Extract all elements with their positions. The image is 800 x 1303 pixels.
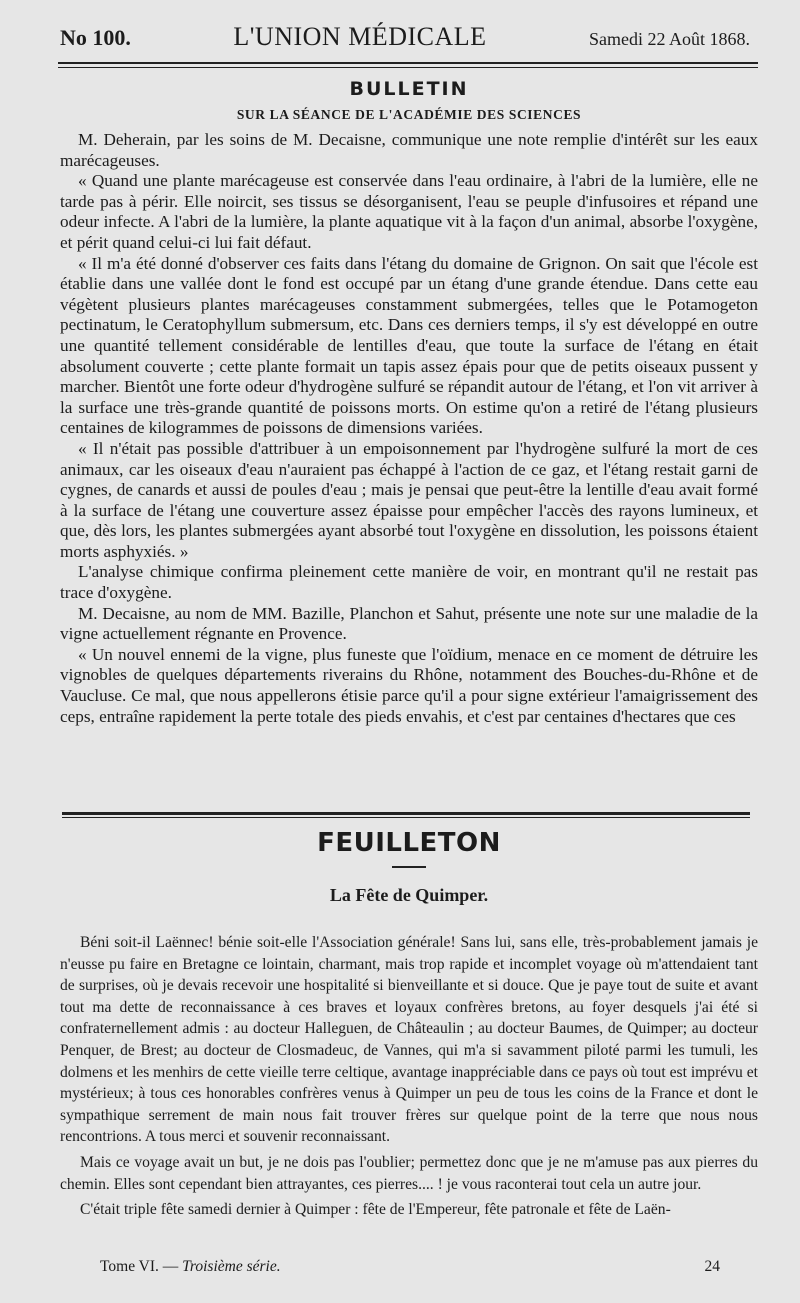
feuilleton-title: La Fête de Quimper. (329, 885, 489, 905)
bulletin-paragraph: M. Decaisne, au nom de MM. Bazille, Planchon et Sahut, présente une note sur une maladie de la vigne actuellement régnante en Provence. (60, 603, 758, 644)
bulletin-paragraph: « Il m'a été donné d'observer ces faits dans l'étang du domaine de Grignon. On sait que l'école est établie dans une vallée dont le fond est occupé par un étang d'une grande étendue. Dans cette eau végètent plusieurs plantes marécageuses constamment submergées, telles que le Potamogeton pectinatum, le Ceratophyllum submersum, etc. Dans ces derniers temps, il s'y est développé en outre une quantité tellement considérable de lentilles d'eau, que toute la surface de l'étang en était absolument couverte ; cette plante formait un tapis assez épais pour que de petits oiseaux pussent y marcher. Bientôt une forte odeur d'hydrogène sulfuré se répandit autour de l'étang, et l'on vit arriver à la surface une très-grande quantité de poissons morts. On estime qu'on a retiré de l'étang plusieurs centaines de kilogrammes de poissons de dimensions variées. (60, 253, 758, 438)
feuilleton-paragraph: Mais ce voyage avait un but, je ne dois pas l'oublier; permettez donc que je ne m'amuse pas aux pierres du chemin. Elles sont cependant bien attrayantes, ces pierres.... ! je vous raconterai tout cela un autre jour. (60, 1153, 758, 1193)
masthead-rule (58, 62, 758, 68)
feuilleton-divider (392, 866, 426, 868)
feuilleton-section (60, 826, 758, 1221)
bulletin-paragraph: L'analyse chimique confirma pleinement cette manière de voir, en montrant qu'il ne restait pas trace d'oxygène. (60, 562, 758, 603)
feuilleton-paragraph: Béni soit-il Laënnec! bénie soit-elle l'Association générale! Sans lui, sans elle, très-probablement jamais je n'eusse pu faire en Bretagne ce lointain, charmant, mais trop rapide et incomplet voyage où m'attendaient tant de surprises, où je devais recevoir une hospitalité si bienveillante et si douce. Que je paye tout de suite et avant tout ma dette de reconnaissance à ces braves et loyaux confrères bretons, au foyer desquels j'ai été si confraternellement admis : au docteur Halleguen, de Châteaulin ; au docteur Baumes, de Quimper; au docteur Penquer, de Brest; au docteur de Closmadeuc, de Vannes, qui m'a si savamment piloté parmi les tumuli, les dolmens et les menhirs de cette vieille terre celtique, avantage inappréciable dans ce pays où tout est imprévu et mystérieux; à tous ces honorables confrères venus à Quimper un peu de tous les coins de la France et dont le sympathique serrement de main nous fait trouver frères sur quelque point de la terre que nous nous rencontrions. A tous merci et souvenir reconnaissant. (60, 934, 758, 1146)
masthead (60, 22, 750, 58)
bulletin-section (60, 76, 758, 727)
bulletin-paragraph: « Quand une plante marécageuse est conservée dans l'eau ordinaire, à l'abri de la lumière, elle ne tarde pas à périr. Elle noircit, ses tissus se désorganisent, l'eau se peuple d'infusoires et répand une odeur infecte. A l'abri de la lumière, la plante aquatique vit à la façon d'un animal, absorbe l'oxygène, et périt quand celui-ci lui fait défaut. (60, 171, 758, 252)
journal-title: L'UNION MÉDICALE (233, 22, 487, 51)
serie-text: Troisième série. (182, 1258, 281, 1275)
feuilleton-paragraph: C'était triple fête samedi dernier à Quimper : fête de l'Empereur, fête patronale et fête de Laën- (80, 1201, 671, 1219)
feuilleton-rule (62, 812, 750, 818)
page-footer (100, 1258, 720, 1276)
bulletin-paragraph: « Il n'était pas possible d'attribuer à un empoisonnement par l'hydrogène sulfuré la mort de ces animaux, car les oiseaux d'eau n'auraient pas échappé à l'action de ce gaz, et l'étang restait garni de cygnes, de canards et aussi de poules d'eau ; mais je pensai que peut-être la lentille d'eau avait formé à la surface de l'étang une couverture assez épaisse pour empêcher l'accès des rayons lumineux, et que, dès lors, les plantes submergées ayant absorbé tout l'oxygène en dissolution, les poissons étaient morts asphyxiés. » (60, 438, 758, 561)
feuilleton-body (60, 932, 758, 1221)
bulletin-paragraph: M. Deherain, par les soins de M. Decaisne, communique une note remplie d'intérêt sur les eaux marécageuses. (60, 130, 758, 170)
bulletin-body (60, 130, 758, 727)
feuilleton-heading: FEUILLETON (317, 828, 501, 858)
bulletin-paragraph: « Un nouvel ennemi de la vigne, plus funeste que l'oïdium, menace en ce moment de détruire les vignobles de quelques départements riverains du Rhône, notamment des Bouches-du-Rhône et de Vaucluse. Ce mal, que nous appellerons étisie parce qu'il a pour signe extérieur l'amaigrissement des ceps, entraîne rapidement la perte totale des pieds envahis, et c'est par centaines d'hectares que ces (60, 644, 758, 726)
tome-text: Tome VI. — (100, 1258, 183, 1275)
issue-number: No 100. (60, 25, 131, 50)
bulletin-subheading: SUR LA SÉANCE DE L'ACADÉMIE DES SCIENCES (236, 107, 582, 122)
bulletin-heading: BULLETIN (349, 78, 469, 100)
issue-date: Samedi 22 Août 1868. (588, 29, 750, 49)
page-number: 24 (704, 1258, 720, 1275)
tome-label (100, 1258, 281, 1276)
